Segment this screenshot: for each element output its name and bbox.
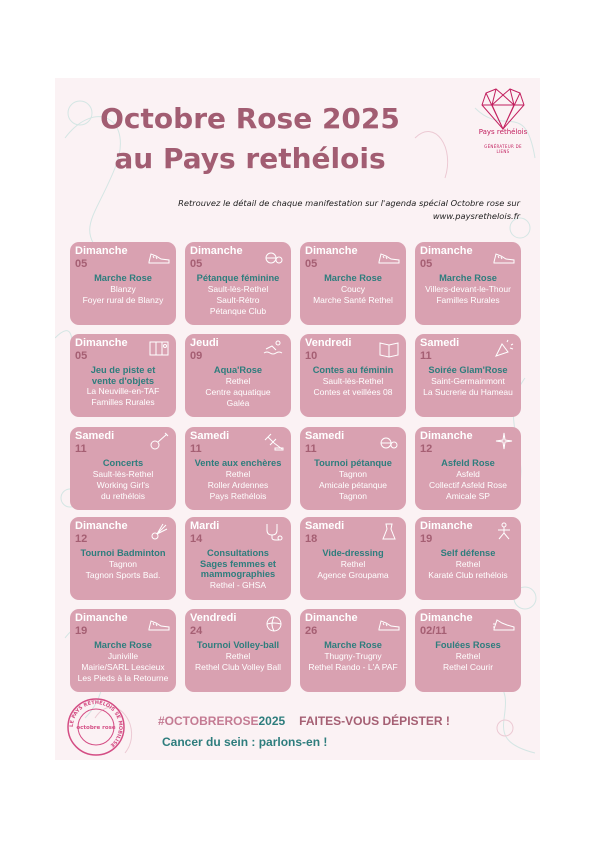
- event-info: Familles Rurales: [436, 294, 500, 305]
- running-shoe-icon: [492, 613, 516, 633]
- event-day: Dimanche: [75, 337, 128, 349]
- event-info: du rethélois: [101, 490, 145, 501]
- event-day: Dimanche: [420, 520, 473, 532]
- event-details: [302, 273, 404, 306]
- event-title: Tournoi Badminton: [80, 548, 166, 558]
- event-day: Samedi: [420, 337, 460, 349]
- event-details: [417, 548, 519, 581]
- event-info: Rethel: [455, 650, 481, 661]
- event-day: Dimanche: [75, 612, 128, 624]
- event-day: Mardi: [190, 520, 220, 532]
- event-date: 10: [305, 350, 318, 362]
- event-details: [302, 548, 404, 581]
- event-date: 18: [305, 533, 318, 545]
- book-icon: [377, 338, 401, 358]
- event-title: Marche Rose: [324, 273, 382, 283]
- event-info: Coucy: [340, 283, 366, 294]
- map-icon: [147, 338, 171, 358]
- event-details: [72, 548, 174, 581]
- event-card: [300, 242, 406, 325]
- event-day: Vendredi: [305, 337, 352, 349]
- logo-tagline: GÉNÉRATEUR DE LIENS: [484, 144, 522, 154]
- event-date: 05: [190, 258, 203, 270]
- event-day: Samedi: [305, 520, 345, 532]
- event-info: Rethel - GHSA: [209, 579, 267, 590]
- event-date: 19: [420, 533, 433, 545]
- event-info: Tagnon: [339, 468, 367, 479]
- event-info: Juniville: [107, 650, 139, 661]
- event-info: Centre aquatique: [205, 386, 271, 397]
- event-details: [187, 458, 289, 502]
- event-title: Consultations: [207, 548, 269, 558]
- auction-icon: [262, 431, 286, 451]
- event-day: Dimanche: [420, 245, 473, 257]
- event-details: [417, 365, 519, 398]
- event-card: [70, 609, 176, 692]
- event-date: 11: [75, 443, 87, 455]
- event-day: Samedi: [190, 430, 230, 442]
- event-info: Karaté Club rethélois: [428, 569, 508, 580]
- event-info: Galéa: [226, 397, 250, 408]
- event-details: [187, 548, 289, 591]
- sparkle-icon: [492, 431, 516, 451]
- volleyball-icon: [262, 613, 286, 633]
- event-info: Rethel: [225, 468, 251, 479]
- event-details: [187, 365, 289, 409]
- event-info: Sault-lès-Rethel: [92, 468, 154, 479]
- guitar-icon: [147, 431, 171, 451]
- pays-rethelois-logo: [478, 85, 528, 160]
- event-details: [417, 458, 519, 502]
- event-card: [415, 242, 521, 325]
- petanque-icon: [377, 431, 401, 451]
- event-title: Soirée Glam'Rose: [428, 365, 508, 375]
- event-title: Tournoi Volley-ball: [196, 640, 280, 650]
- event-date: 24: [190, 625, 203, 637]
- event-card: [70, 517, 176, 600]
- shoe-icon: [492, 246, 516, 266]
- shoe-icon: [377, 246, 401, 266]
- event-info: Foyer rural de Blanzy: [82, 294, 164, 305]
- event-info: Asfeld: [456, 468, 480, 479]
- event-info: Rethel: [340, 558, 366, 569]
- event-card: [300, 517, 406, 600]
- event-title: Contes au féminin: [312, 365, 394, 375]
- event-info: Pétanque Club: [209, 305, 267, 316]
- event-day: Samedi: [305, 430, 345, 442]
- event-title: Marche Rose: [439, 273, 497, 283]
- event-card: [185, 334, 291, 417]
- event-details: [302, 458, 404, 502]
- event-info: Amicale SP: [446, 490, 490, 501]
- event-info: Sault-Rétro: [216, 294, 260, 305]
- event-info: Rethel Courir: [442, 661, 494, 672]
- event-date: 26: [305, 625, 318, 637]
- event-title: Pétanque féminine: [196, 273, 280, 283]
- hashtag-year: 2025: [258, 714, 286, 728]
- shuttlecock-icon: [147, 521, 171, 541]
- event-title: mammographies: [200, 569, 276, 579]
- event-info: Familles Rurales: [91, 397, 155, 407]
- event-info: Tagnon Sports Bad.: [85, 569, 161, 580]
- event-card: [300, 427, 406, 510]
- page-title: Octobre Rose 2025: [100, 102, 400, 135]
- event-card: [185, 609, 291, 692]
- event-info: Amicale pétanque: [318, 479, 388, 490]
- event-info: Les Pieds à la Retourne: [77, 672, 169, 683]
- event-info: Villers-devant-le-Thour: [425, 283, 511, 294]
- page-subtitle: au Pays rethélois: [114, 142, 386, 175]
- event-card: [415, 609, 521, 692]
- event-title: Concerts: [102, 458, 144, 468]
- event-info: Rethel Club Volley Ball: [195, 661, 281, 672]
- swimmer-icon: [262, 338, 286, 358]
- event-day: Dimanche: [190, 245, 243, 257]
- event-day: Samedi: [75, 430, 115, 442]
- event-title: Jeu de piste et: [90, 365, 156, 375]
- stethoscope-icon: [262, 521, 286, 541]
- event-title: Aqua'Rose: [213, 365, 263, 375]
- event-info: Rethel: [455, 558, 481, 569]
- event-title: Marche Rose: [94, 640, 152, 650]
- shoe-icon: [147, 613, 171, 633]
- mobilisation-stamp: [66, 697, 126, 757]
- event-details: [417, 640, 519, 673]
- event-info: La Neuville-en-TAF: [86, 386, 160, 396]
- logo-name: Pays rethélois: [478, 128, 528, 136]
- event-title: Vide-dressing: [322, 548, 384, 558]
- event-details: [72, 640, 174, 684]
- event-card: [300, 609, 406, 692]
- event-card: [185, 427, 291, 510]
- event-date: 05: [75, 350, 88, 362]
- event-title: Self défense: [440, 548, 496, 558]
- event-date: 12: [75, 533, 88, 545]
- event-info: Pays Rethélois: [209, 490, 267, 501]
- event-day: Dimanche: [75, 245, 128, 257]
- event-date: 19: [75, 625, 88, 637]
- hashtag-line: [158, 714, 450, 728]
- event-info: Rethel Rando - L'A PAF: [308, 661, 398, 672]
- event-details: [187, 640, 289, 673]
- event-day: Dimanche: [305, 245, 358, 257]
- event-info: Marche Santé Rethel: [313, 294, 393, 305]
- event-title: Marche Rose: [94, 273, 152, 283]
- shoe-icon: [147, 246, 171, 266]
- tagline: Cancer du sein : parlons-en !: [162, 735, 328, 749]
- event-date: 05: [75, 258, 88, 270]
- event-title: Tournoi pétanque: [314, 458, 392, 468]
- event-details: [187, 273, 289, 317]
- event-date: 05: [420, 258, 433, 270]
- event-info: Collectif Asfeld Rose: [429, 479, 507, 490]
- event-date: 02/11: [420, 625, 447, 637]
- intro-text: [120, 197, 520, 223]
- event-details: [302, 640, 404, 673]
- martial-arts-icon: [492, 521, 516, 541]
- event-info: Blanzy: [110, 283, 136, 294]
- event-title: Marche Rose: [324, 640, 382, 650]
- event-details: [72, 458, 174, 502]
- slogan: FAITES-VOUS DÉPISTER !: [299, 714, 450, 728]
- event-date: 05: [305, 258, 318, 270]
- event-day: Dimanche: [420, 612, 473, 624]
- event-details: [417, 273, 519, 306]
- event-title: Vente aux enchères: [194, 458, 282, 468]
- event-info: Saint-Germainmont: [431, 375, 505, 386]
- hashtag-text: #OCTOBREROSE: [158, 714, 259, 728]
- website-link[interactable]: www.paysrethelois.fr: [432, 211, 520, 221]
- event-card: [185, 242, 291, 325]
- event-info: Rethel: [225, 375, 251, 386]
- dress-icon: [377, 521, 401, 541]
- event-info: Sault-lès-Rethel: [207, 283, 269, 294]
- event-day: Jeudi: [190, 337, 219, 349]
- event-card: [415, 427, 521, 510]
- event-date: 11: [305, 443, 317, 455]
- event-card: [415, 334, 521, 417]
- event-info: Mairie/SARL Lescieux: [81, 661, 165, 672]
- event-info: Agence Groupama: [317, 569, 389, 580]
- event-day: Vendredi: [190, 612, 237, 624]
- event-info: Sault-lès-Rethel: [322, 375, 384, 386]
- event-date: 14: [190, 533, 203, 545]
- event-info: Tagnon: [339, 490, 367, 501]
- event-info: Tagnon: [109, 558, 137, 569]
- shoe-icon: [377, 613, 401, 633]
- event-card: [70, 334, 176, 417]
- events-grid: [70, 242, 531, 704]
- event-title: Asfeld Rose: [441, 458, 495, 468]
- event-card: [70, 242, 176, 325]
- event-date: 09: [190, 350, 203, 362]
- event-title: Sages femmes et: [200, 558, 276, 569]
- event-info: Working Girl's: [96, 479, 150, 490]
- event-info: Contes et veillées 08: [313, 386, 393, 397]
- event-day: Dimanche: [305, 612, 358, 624]
- stamp-center-text: octobre rose: [76, 725, 116, 731]
- stamp-ring-text: LE PAYS RETHÉLOIS SE MOBILISE: [68, 699, 124, 749]
- event-info: Roller Ardennes: [207, 479, 269, 490]
- intro-line: Retrouvez le détail de chaque manifestation sur l'agenda spécial Octobre rose sur: [178, 198, 520, 208]
- event-info: Thugny-Trugny: [324, 650, 382, 661]
- event-details: [72, 365, 174, 408]
- event-info: Rethel: [225, 650, 251, 661]
- event-details: [302, 365, 404, 398]
- petanque-icon: [262, 246, 286, 266]
- event-date: 11: [190, 443, 202, 455]
- event-info: La Sucrerie du Hameau: [423, 386, 513, 397]
- event-card: [70, 427, 176, 510]
- event-title: vente d'objets: [91, 375, 155, 386]
- event-details: [72, 273, 174, 306]
- event-date: 12: [420, 443, 433, 455]
- event-card: [415, 517, 521, 600]
- heart-diamond-icon: [478, 85, 528, 133]
- event-card: [300, 334, 406, 417]
- event-day: Dimanche: [420, 430, 473, 442]
- event-card: [185, 517, 291, 600]
- event-date: 11: [420, 350, 432, 362]
- event-title: Foulées Roses: [435, 640, 501, 650]
- party-icon: [492, 338, 516, 358]
- event-day: Dimanche: [75, 520, 128, 532]
